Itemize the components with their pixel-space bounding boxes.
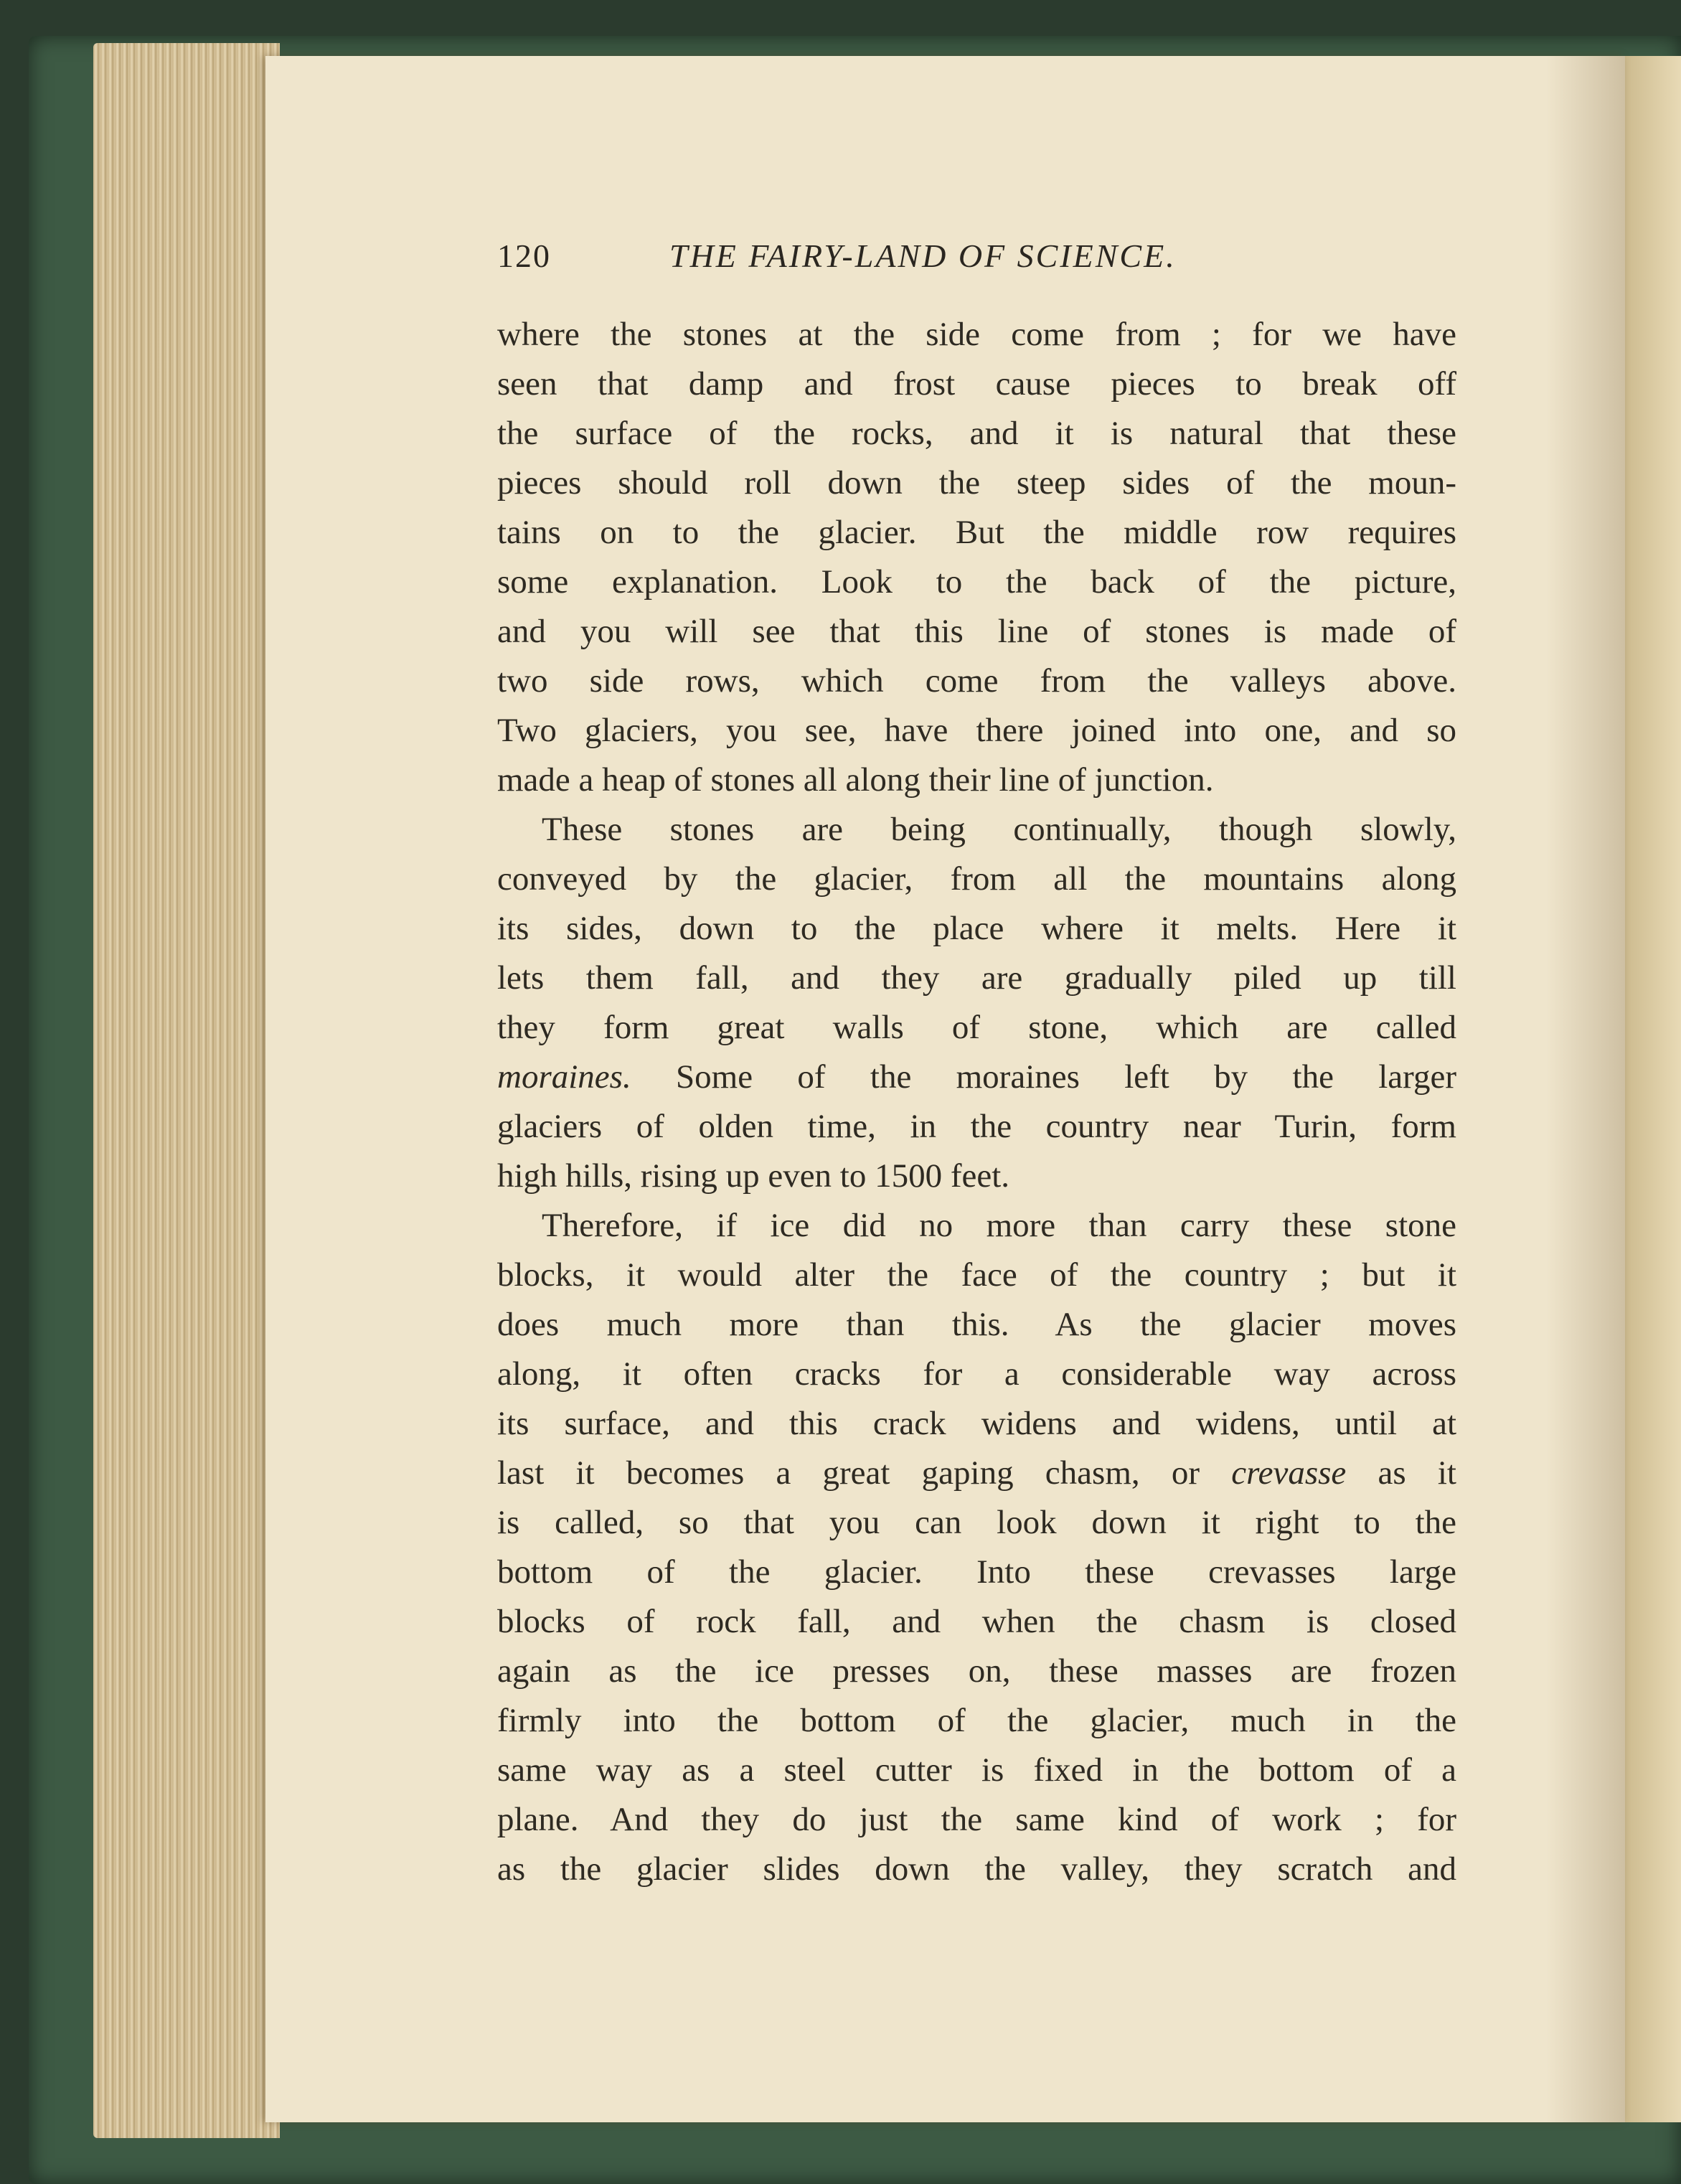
text-line: firmly into the bottom of the glacier, much in the xyxy=(497,1702,1456,1739)
running-title: THE FAIRY-LAND OF SCIENCE. xyxy=(669,237,1177,274)
text-line: they form great walls of stone, which are called xyxy=(497,1009,1456,1046)
text-line: pieces should roll down the steep sides of the moun- xyxy=(497,464,1456,502)
text-line: glaciers of olden time, in the country near Turin, form xyxy=(497,1108,1456,1145)
text-line: along, it often cracks for a considerable way across xyxy=(497,1355,1456,1393)
text-line: Two glaciers, you see, have there joined into one, and so xyxy=(497,712,1456,749)
text-line: plane. And they do just the same kind of work ; for xyxy=(497,1801,1456,1838)
body-text xyxy=(497,310,1456,1894)
page-header xyxy=(497,237,1466,280)
text-line: conveyed by the glacier, from all the mountains along xyxy=(497,860,1456,898)
text-line: blocks, it would alter the face of the country ; but it xyxy=(497,1256,1456,1294)
text-line: some explanation. Look to the back of the picture, xyxy=(497,563,1456,601)
text-line: blocks of rock fall, and when the chasm is closed xyxy=(497,1603,1456,1640)
text-line: moraines. Some of the moraines left by the larger xyxy=(497,1058,1456,1096)
text-line: is called, so that you can look down it right to the xyxy=(497,1504,1456,1541)
text-line: and you will see that this line of stones is made of xyxy=(497,613,1456,650)
italic-term: moraines. xyxy=(497,1058,631,1096)
text-line: does much more than this. As the glacier moves xyxy=(497,1306,1456,1343)
text-line: These stones are being continually, though slowly, xyxy=(542,811,1456,848)
text-line: again as the ice presses on, these masses are frozen xyxy=(497,1652,1456,1690)
text-line: Therefore, if ice did no more than carry these stone xyxy=(542,1207,1456,1244)
text-line: the surface of the rocks, and it is natural that these xyxy=(497,415,1456,452)
page-edges xyxy=(93,43,280,2138)
text-line: where the stones at the side come from ; for we have xyxy=(497,316,1456,353)
italic-term: crevasse xyxy=(1231,1454,1347,1492)
text-line: high hills, rising up even to 1500 feet. xyxy=(497,1157,1010,1195)
text-line: seen that damp and frost cause pieces to break off xyxy=(497,365,1456,403)
page-number: 120 xyxy=(497,237,551,274)
text-line: made a heap of stones all along their line of junction. xyxy=(497,761,1214,799)
text-line: its sides, down to the place where it melts. Here it xyxy=(497,910,1456,947)
text-line: its surface, and this crack widens and widens, until at xyxy=(497,1405,1456,1442)
text-line: last it becomes a great gaping chasm, or crevasse as it xyxy=(497,1454,1456,1492)
text-line: same way as a steel cutter is fixed in the bottom of a xyxy=(497,1751,1456,1789)
text-line: bottom of the glacier. Into these crevasses large xyxy=(497,1553,1456,1591)
text-line: lets them fall, and they are gradually piled up till xyxy=(497,959,1456,997)
text-line: two side rows, which come from the valleys above. xyxy=(497,662,1456,700)
text-line: as the glacier slides down the valley, they scratch and xyxy=(497,1850,1456,1888)
facing-page-edge xyxy=(1625,56,1681,2122)
text-line: tains on to the glacier. But the middle row requires xyxy=(497,514,1456,551)
